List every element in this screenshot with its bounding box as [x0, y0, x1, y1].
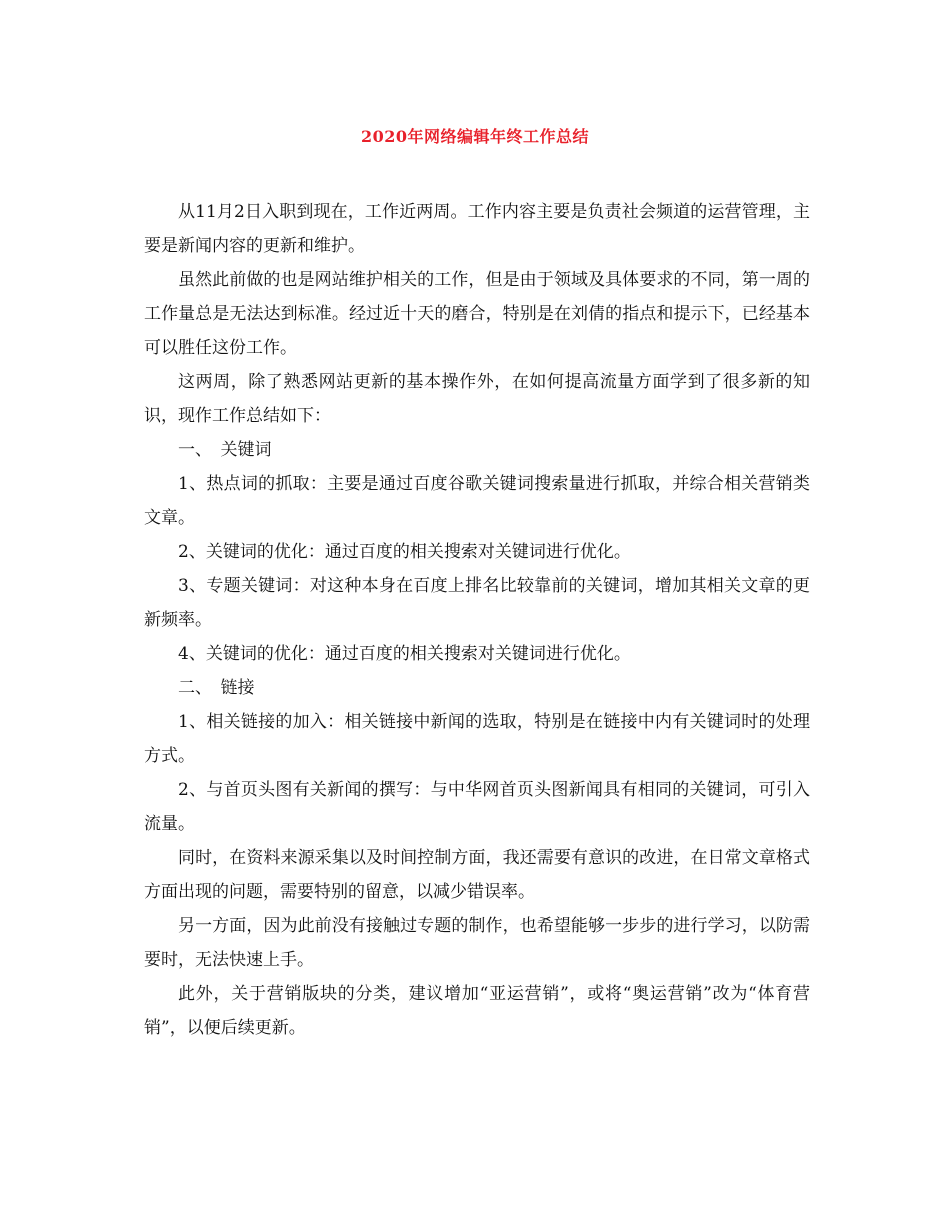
- document-body: [144, 195, 810, 1045]
- paragraph-learning: 另一方面，因为此前没有接触过专题的制作，也希望能够一步步的进行学习，以防需要时，无法快速上手。: [144, 916, 810, 970]
- list-item: 4、关键词的优化：通过百度的相关搜索对关键词进行优化。: [178, 644, 631, 664]
- list-item: 2、与首页头图有关新闻的撰写：与中华网首页头图新闻具有相同的关键词，可引入流量。: [144, 780, 810, 834]
- list-item: 1、相关链接的加入：相关链接中新闻的选取，特别是在链接中内有关键词时的处理方式。: [144, 712, 810, 766]
- paragraph-suggestion: 此外，关于营销版块的分类，建议增加“亚运营销”，或将“奥运营销”改为“体育营销”，以便后续更新。: [144, 984, 810, 1038]
- document-title: 2020年网络编辑年终工作总结: [360, 127, 590, 146]
- paragraph-background: 虽然此前做的也是网站维护相关的工作，但是由于领域及具体要求的不同，第一周的工作量总是无法达到标准。经过近十天的磨合，特别是在刘倩的指点和提示下，已经基本可以胜任这份工作。: [144, 270, 810, 358]
- section-heading-links: 二、 链接: [178, 678, 255, 698]
- paragraph-improvement: 同时，在资料来源采集以及时间控制方面，我还需要有意识的改进，在日常文章格式方面出现的问题，需要特别的留意，以减少错误率。: [144, 848, 810, 902]
- list-item: 2、关键词的优化：通过百度的相关搜索对关键词进行优化。: [178, 542, 631, 562]
- section-heading-keywords: 一、 关键词: [178, 440, 272, 460]
- paragraph-summary-intro: 这两周，除了熟悉网站更新的基本操作外，在如何提高流量方面学到了很多新的知识，现作工作总结如下：: [144, 372, 810, 426]
- paragraph-intro: 从11月2日入职到现在，工作近两周。工作内容主要是负责社会频道的运营管理，主要是新闻内容的更新和维护。: [144, 202, 810, 256]
- list-item: 1、热点词的抓取：主要是通过百度谷歌关键词搜索量进行抓取，并综合相关营销类文章。: [144, 474, 810, 528]
- list-item: 3、专题关键词：对这种本身在百度上排名比较靠前的关键词，增加其相关文章的更新频率。: [144, 576, 810, 630]
